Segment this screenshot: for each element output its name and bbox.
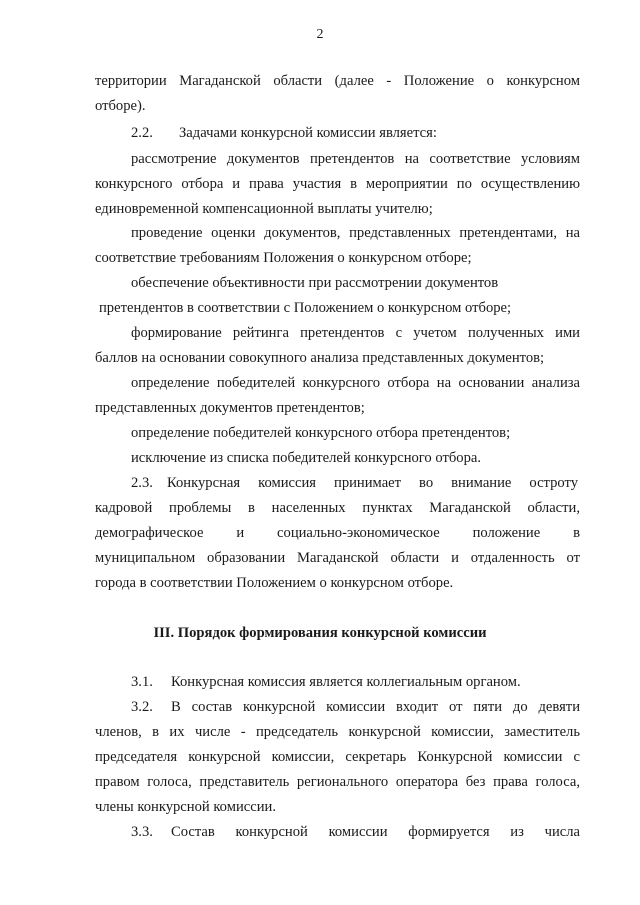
document-line: определение победителей конкурсного отбора претендентов;	[131, 425, 511, 441]
document-line: единовременной компенсационной выплаты учителю;	[95, 201, 433, 217]
document-line: претендентов в соответствии с Положением о конкурсном отборе;	[99, 300, 512, 316]
page-number: 2	[316, 27, 324, 42]
document-line: города в соответствии Положением о конкурсном отборе.	[95, 575, 454, 591]
clause-text: Состав конкурсной комиссии формируется из числа	[171, 824, 580, 840]
document-line: конкурсного отбора и права участия в мероприятии по осуществлению	[95, 176, 580, 192]
clause-text: Задачами конкурсной комиссии является:	[179, 125, 437, 141]
clause-number: 3.2.	[131, 699, 153, 715]
document-line: члены конкурсной комиссии.	[95, 799, 276, 815]
document-line: членов, в их числе - председатель конкурсной комиссии, заместитель	[95, 724, 580, 740]
document-line: соответствие требованиям Положения о конкурсном отборе;	[95, 250, 472, 266]
clause-line	[131, 124, 580, 142]
document-line: территории Магаданской области (далее - Положение о конкурсном	[95, 73, 580, 89]
document-line: рассмотрение документов претендентов на соответствие условиям	[131, 151, 580, 167]
document-line: представленных документов претендентов;	[95, 400, 365, 416]
clause-number: 2.3.	[131, 475, 153, 491]
document-line: отборе).	[95, 98, 146, 114]
section-heading: III. Порядок формирования конкурсной комиссии	[153, 625, 487, 641]
document-line: муниципальном образовании Магаданской области и отдаленность от	[95, 550, 580, 566]
clause-text: В состав конкурсной комиссии входит от пяти до девяти	[171, 699, 580, 715]
document-line: обеспечение объективности при рассмотрении документов	[131, 275, 499, 291]
clause-text: Конкурсная комиссия принимает во внимание остроту	[167, 475, 578, 491]
document-line: кадровой проблемы в населенных пунктах Магаданской области,	[95, 500, 580, 516]
clause-line	[131, 823, 580, 841]
document-line: демографическое и социально-экономическое положение в	[95, 525, 580, 541]
clause-text: Конкурсная комиссия является коллегиальным органом.	[171, 674, 521, 690]
clause-line	[131, 474, 580, 492]
clause-number: 3.1.	[131, 674, 153, 690]
document-line: формирование рейтинга претендентов с учетом полученных ими	[131, 325, 580, 341]
clause-number: 2.2.	[131, 125, 153, 141]
document-line: председателя конкурсной комиссии, секретарь Конкурсной комиссии с	[95, 749, 580, 765]
document-line: баллов на основании совокупного анализа представленных документов;	[95, 350, 545, 366]
document-line: правом голоса, представитель регионального оператора без права голоса,	[95, 774, 580, 790]
document-line: исключение из списка победителей конкурсного отбора.	[131, 450, 482, 466]
document-line: проведение оценки документов, представленных претендентами, на	[131, 225, 580, 241]
clause-line	[131, 698, 580, 716]
document-line: определение победителей конкурсного отбора на основании анализа	[131, 375, 580, 391]
clause-number: 3.3.	[131, 824, 153, 840]
clause-line	[131, 673, 580, 691]
